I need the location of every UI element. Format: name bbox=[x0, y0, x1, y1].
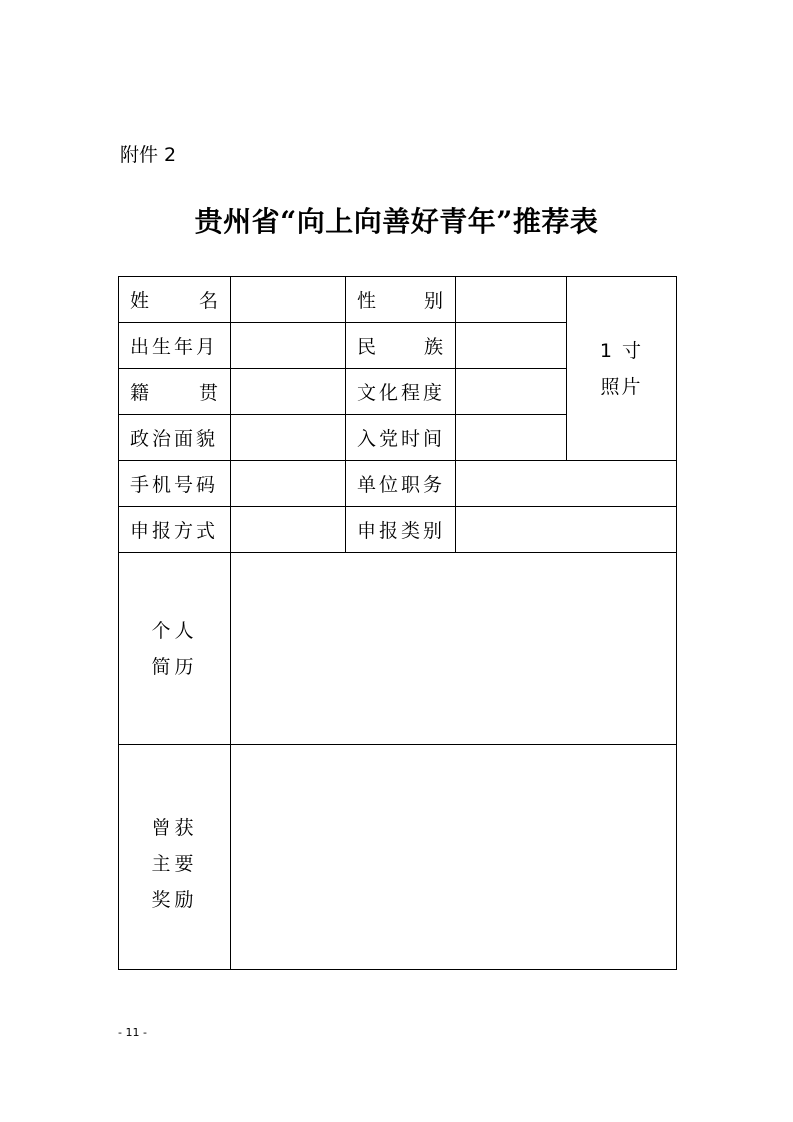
birth-field[interactable] bbox=[231, 323, 346, 369]
name-field[interactable] bbox=[231, 277, 346, 323]
name-label: 姓 名 bbox=[119, 277, 231, 323]
political-status-label: 政治面貌 bbox=[119, 415, 231, 461]
photo-size-label: 1 寸 bbox=[599, 339, 644, 362]
attachment-label: 附件 2 bbox=[120, 144, 177, 166]
party-date-label: 入党时间 bbox=[346, 415, 456, 461]
political-status-field[interactable] bbox=[231, 415, 346, 461]
category-field[interactable] bbox=[456, 507, 677, 553]
native-place-label: 籍 贯 bbox=[119, 369, 231, 415]
birth-label: 出生年月 bbox=[119, 323, 231, 369]
gender-label: 性 别 bbox=[346, 277, 456, 323]
page-number: - 11 - bbox=[118, 1026, 147, 1039]
native-place-field[interactable] bbox=[231, 369, 346, 415]
employer-label: 单位职务 bbox=[346, 461, 456, 507]
photo-label: 照片 bbox=[600, 375, 643, 398]
recommendation-form bbox=[118, 276, 677, 970]
awards-label: 曾获 主要 奖励 bbox=[119, 745, 231, 970]
photo-box[interactable] bbox=[567, 277, 677, 461]
ethnicity-label: 民 族 bbox=[346, 323, 456, 369]
ethnicity-field[interactable] bbox=[456, 323, 567, 369]
method-field[interactable] bbox=[231, 507, 346, 553]
category-label: 申报类别 bbox=[346, 507, 456, 553]
education-field[interactable] bbox=[456, 369, 567, 415]
education-label: 文化程度 bbox=[346, 369, 456, 415]
phone-label: 手机号码 bbox=[119, 461, 231, 507]
form-title: 贵州省“向上向善好青年”推荐表 bbox=[194, 205, 599, 238]
awards-field[interactable] bbox=[231, 745, 677, 970]
method-label: 申报方式 bbox=[119, 507, 231, 553]
employer-field[interactable] bbox=[456, 461, 677, 507]
resume-field[interactable] bbox=[231, 553, 677, 745]
gender-field[interactable] bbox=[456, 277, 567, 323]
party-date-field[interactable] bbox=[456, 415, 567, 461]
resume-label: 个人 简历 bbox=[119, 553, 231, 745]
phone-field[interactable] bbox=[231, 461, 346, 507]
